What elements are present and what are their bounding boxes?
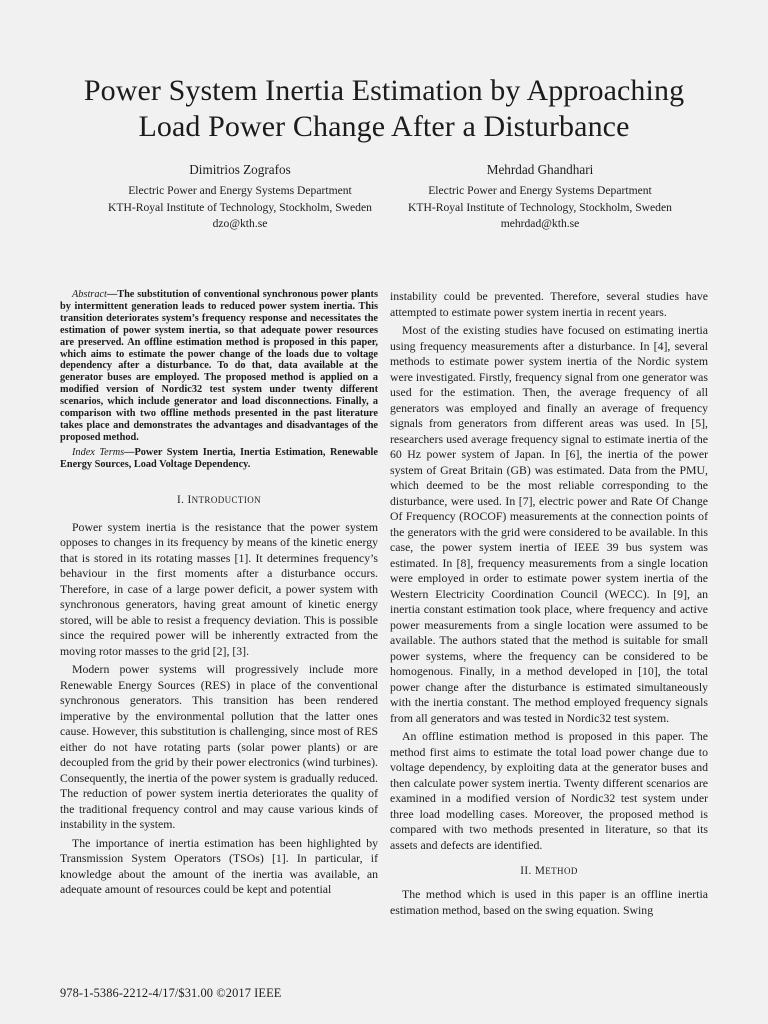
author-name: Mehrdad Ghandhari [486, 162, 594, 177]
abstract-text: —The substitution of conventional synchronous power plants by intermittent generation leads to reduced power system inertia. This transition deteriorates system’s frequency response and necessitates the estimation of power system inertia, so that adequate power resources are preserved. An offline estimation method is proposed in this paper, which aims to estimate the power change of the loads due to voltage dependency after a disturbance. To do that, data available at the generator buses are employed. The proposed method is applied on a modified version of Nordic32 test system under twenty different scenarios, which include generator and load disconnections. Finally, a comparison with two offline methods presented in the past literature takes place and demonstrates the advantages and disadvantages of the proposed method. [60, 289, 378, 443]
author-email: dzo@kth.se [212, 217, 268, 230]
author-email: mehrdad@kth.se [500, 217, 580, 230]
copyright-footer: 978-1-5386-2212-4/17/$31.00 ©2017 IEEE [60, 986, 282, 1000]
abstract [60, 289, 378, 444]
section-heading-introduction: I. INTRODUCTION [176, 493, 262, 506]
author-institution: KTH-Royal Institute of Technology, Stockholm, Sweden [408, 200, 672, 214]
body-paragraph: instability could be prevented. Therefore, several studies have attempted to estimate power system inertia in recent years. [390, 289, 708, 319]
index-terms-label: Index Terms [72, 446, 125, 458]
title-line-1: Power System Inertia Estimation by Approaching [83, 74, 685, 107]
author-department: Electric Power and Energy Systems Department [128, 184, 352, 197]
intro-paragraph: Power system inertia is the resistance that the power system opposes to changes in its frequency by means of the kinetic energy that is stored in its rotating masses [1]. It determines frequency’s behaviour in the first moments after a disturbance occurs. Therefore, in case of a large power deficit, a power system with synchronous generators, having great amount of kinetic energy stored, will be able to resist a frequency deviation. This is possible since the required power will be inherently extracted from the moving rotor masses to the grid [2], [3]. [60, 519, 378, 658]
author-institution: KTH-Royal Institute of Technology, Stockholm, Sweden [108, 200, 372, 214]
author-block-2 [380, 160, 700, 233]
intro-paragraph: The importance of inertia estimation has been highlighted by Transmission System Operators (TSOs) [1]. In particular, if knowledge about the amount of the inertia was available, an adequate amount of resources could be kept and potential [60, 835, 378, 897]
author-name: Dimitrios Zografos [189, 162, 291, 177]
index-terms [60, 447, 378, 471]
body-paragraph: An offline estimation method is proposed in this paper. The method first aims to estimate the total load power change due to voltage dependency, by exploiting data at the generator buses and then calculate power system inertia. Twenty different scenarios are examined in a modified version of Nordic32 test system under three load modelling cases. Moreover, the proposed method is compared with two methods presented in literature, so that its assets and defects are identified. [390, 729, 708, 852]
method-paragraph: The method which is used in this paper is an offline inertia estimation method, based on the swing equation. Swing [390, 887, 708, 917]
right-column [390, 289, 708, 918]
author-department: Electric Power and Energy Systems Department [428, 184, 652, 197]
left-column [60, 289, 378, 898]
intro-paragraph: Modern power systems will progressively include more Renewable Energy Sources (RES) in place of the conventional synchronous generators. This transition has been rendered imperative by the environmental pollution that the latter ones cause. However, this substitution is challenging, since most of RES either do not have rotating parts (solar power plants) or are decoupled from the grid by their power electronics (wind turbines). Consequently, the inertia of the power system is gradually reduced. The reduction of power system inertia deteriorates the quality of the traditional frequency control and may cause various kinds of instability in the system. [60, 662, 379, 832]
abstract-label: Abstract [72, 289, 107, 300]
paper-title [0, 73, 768, 145]
section-heading-method: II. METHOD [520, 865, 578, 877]
index-terms-text: —Power System Inertia, Inertia Estimation, Renewable Energy Sources, Load Voltage Dependency. [60, 446, 378, 470]
title-line-2: Load Power Change After a Disturbance [138, 110, 630, 143]
body-paragraph: Most of the existing studies have focused on estimating inertia using frequency measurements after a disturbance. In [4], several methods to estimate power system inertia of the Nordic system were investigated. Firstly, frequency signal from one generator was used for the estimation. Then, the average frequency of all generators was employed and finally an average of frequency signals from generators from different areas was used. In [5], researchers used average frequency signal to estimate inertia of the 60 Hz power system of Japan. In [6], the inertia of the power system of Great Britain (GB) was estimated. Data from the PMU, which deemed to be the most reliable corresponding to the disturbance, were used. In [7], electric power and Rate Of Change Of Frequency (ROCOF) measurements at the connection points of the generators with the grid were considered to be available. In this case, the power system inertia of IEEE 39 bus system was estimated. In [8], frequency measurements from a single location were employed in order to estimate power system inertia of the Western Electricity Coordination Council (WECC). In [9], an inertia constant estimation took place, where frequency and active power measurements from a single location were assumed to be available. The authors stated that the method is suitable for small power systems, where the frequency can be considered to be homogenous. Finally, in a method developed in [10], the total power change after the disturbance is estimated simultaneously with the inertia constant. The method employed frequency signals from all generators and was tested in Nordic32 test system. [390, 323, 708, 725]
author-block-1 [80, 160, 400, 233]
